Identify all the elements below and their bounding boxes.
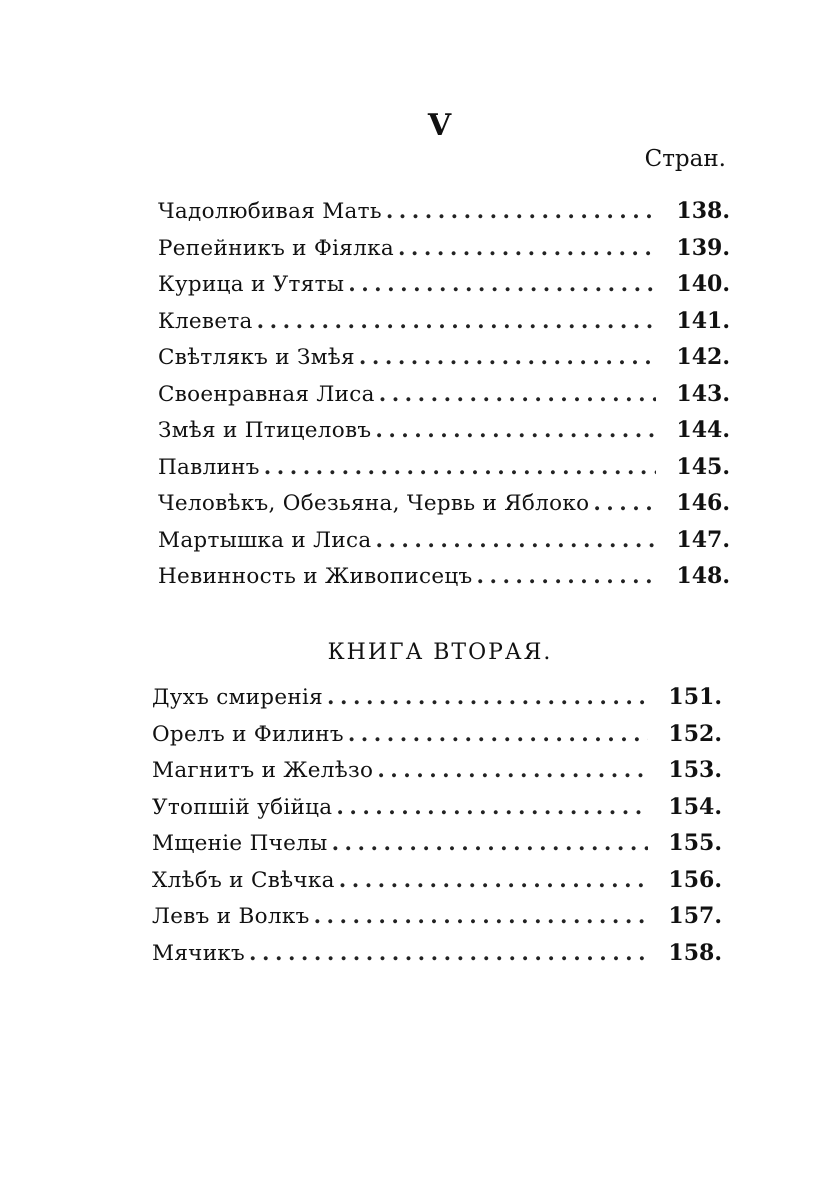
toc-entry-page: 152. xyxy=(668,720,722,747)
toc-entry-title: Свѣтлякъ и Змѣя xyxy=(158,345,355,370)
dot-leader xyxy=(264,455,656,480)
toc-entry xyxy=(158,454,730,491)
toc-entry-page: 155. xyxy=(668,830,722,856)
toc-entry-page: 148. xyxy=(676,563,730,589)
toc-entry-page: 141. xyxy=(676,307,730,334)
toc-entry xyxy=(152,721,722,758)
dot-leader xyxy=(348,722,648,747)
toc-entry-page: 147. xyxy=(676,526,730,553)
toc-entry-title: Репейникъ и Фіялка xyxy=(158,235,394,261)
toc-entry-page: 154. xyxy=(668,793,722,820)
dot-leader xyxy=(375,528,656,553)
toc-entry-page: 140. xyxy=(676,271,730,297)
dot-leader xyxy=(386,199,656,224)
dot-leader xyxy=(359,345,656,370)
dot-leader xyxy=(336,795,648,820)
toc-entry xyxy=(152,757,722,794)
toc-entry-title: Хлѣбъ и Свѣчка xyxy=(152,867,335,893)
toc-entry-page: 138. xyxy=(676,198,730,224)
toc-entry xyxy=(152,867,722,904)
toc-entry-title: Духъ смиренія xyxy=(152,685,324,710)
toc-entry xyxy=(152,794,722,831)
toc-entry-title: Чадолюбивая Мать xyxy=(158,199,382,224)
dot-leader xyxy=(593,491,656,516)
dot-leader xyxy=(332,831,648,856)
toc-entry-title: Павлинъ xyxy=(158,454,260,480)
toc-entry-page: 146. xyxy=(676,490,730,516)
toc-entry-title: Клевета xyxy=(158,308,253,334)
toc-entry-title: Курица и Утяты xyxy=(158,272,345,297)
page-column-label: Стран. xyxy=(644,146,726,172)
dot-leader xyxy=(314,904,648,929)
toc-entry-page: 143. xyxy=(676,380,730,407)
toc-entry-page: 158. xyxy=(668,939,722,966)
dot-leader xyxy=(377,758,648,783)
toc-entry xyxy=(158,308,730,345)
toc-entry-page: 157. xyxy=(668,903,722,929)
toc-entry-page: 151. xyxy=(668,684,722,710)
toc-entry xyxy=(152,830,722,867)
toc-entry-title: Левъ и Волкъ xyxy=(152,904,310,929)
dot-leader xyxy=(249,941,648,966)
toc-entry-title: Орелъ и Филинъ xyxy=(152,721,344,747)
toc-entry xyxy=(152,684,722,721)
toc-entry xyxy=(158,198,730,235)
dot-leader xyxy=(339,868,648,893)
toc-entry xyxy=(152,940,722,977)
toc-entry-title: Человѣкъ, Обезьяна, Червь и Яблоко xyxy=(158,491,590,516)
toc-entry xyxy=(152,903,722,940)
toc-entry-page: 153. xyxy=(668,757,722,783)
toc-entry xyxy=(158,490,730,527)
toc-entry-page: 156. xyxy=(668,866,722,893)
toc-entry-page: 145. xyxy=(676,453,730,480)
toc-entry xyxy=(158,527,730,564)
toc-entry-title: Невинность и Живописецъ xyxy=(158,564,473,589)
page-roman-numeral: V xyxy=(427,108,453,143)
toc-entry xyxy=(158,417,730,454)
table-of-contents-part-one xyxy=(158,198,730,600)
toc-entry-title: Змѣя и Птицеловъ xyxy=(158,418,372,443)
dot-leader xyxy=(379,382,656,407)
toc-entry xyxy=(158,235,730,272)
dot-leader xyxy=(477,564,656,589)
table-of-contents-part-two xyxy=(152,684,722,976)
toc-entry xyxy=(158,563,730,600)
dot-leader xyxy=(398,236,656,261)
toc-entry-page: 139. xyxy=(676,234,730,261)
toc-entry-title: Мщеніе Пчелы xyxy=(152,831,328,856)
toc-entry-title: Мартышка и Лиса xyxy=(158,527,372,553)
dot-leader xyxy=(327,685,648,710)
toc-entry-page: 144. xyxy=(676,417,730,443)
dot-leader xyxy=(375,418,656,443)
toc-entry xyxy=(158,271,730,308)
dot-leader xyxy=(348,272,656,297)
toc-entry xyxy=(158,344,730,381)
toc-entry xyxy=(158,381,730,418)
toc-entry-title: Магнитъ и Желѣзо xyxy=(152,758,374,783)
toc-entry-title: Своенравная Лиса xyxy=(158,381,375,407)
toc-entry-title: Мячикъ xyxy=(152,940,246,966)
dot-leader xyxy=(257,309,656,334)
section-heading: КНИГА ВТОРАЯ. xyxy=(327,640,553,665)
toc-entry-title: Утопшій убійца xyxy=(152,794,333,820)
toc-entry-page: 142. xyxy=(676,344,730,370)
